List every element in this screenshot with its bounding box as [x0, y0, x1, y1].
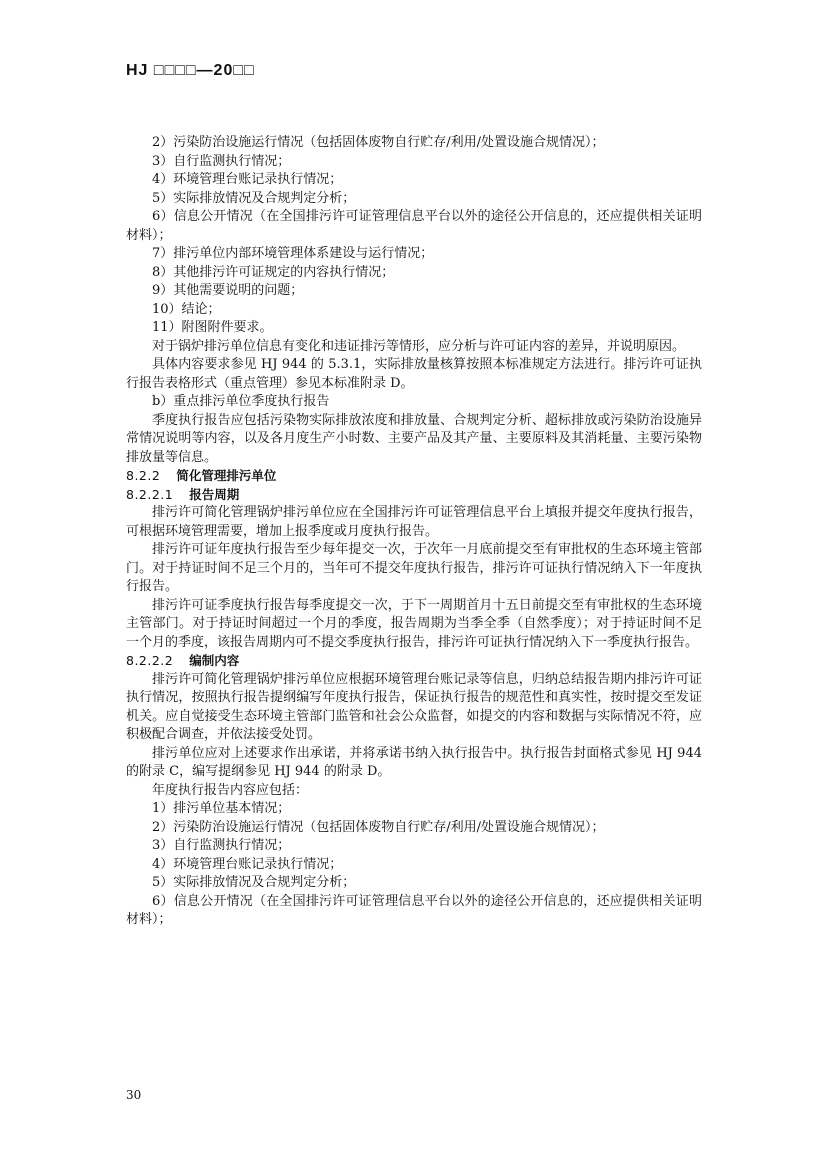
list-item: 3）自行监测执行情况；: [152, 153, 291, 169]
list-item: 1）排污单位基本情况；: [152, 801, 291, 816]
list-item: 5）实际排放情况及合规判定分析；: [152, 190, 356, 206]
paragraph: 季度执行报告应包括污染物实际排放浓度和排放量、合规判定分析、超标排放或污染防治设施异常情况说明等内容，以及各月度生产小时数、主要产品及其产量、主要原料及其消耗量、主要污染物排放量等信息。: [126, 412, 702, 465]
list-item: 9）其他需要说明的问题；: [152, 283, 304, 298]
section-number: 8.2.2.2: [126, 653, 174, 668]
list-item: b）重点排污单位季度执行报告: [152, 394, 330, 409]
paragraph: 排污许可简化管理锅炉排污单位应根据环境管理台账记录等信息，归纳总结报告期内排污许可证执行情况，按照执行报告提纲编写年度执行报告，保证执行报告的规范性和真实性，按时提交至发证机关。应自觉接受生态环境主管部门监管和社会公众监督，如提交的内容和数据与实际情况不符，应积极配合调查，并依法接受处罚。: [126, 671, 702, 742]
document-code-header: HJ □□□□—20□□: [126, 62, 255, 79]
paragraph: 具体内容要求参见 HJ 944 的 5.3.1，实际排放量核算按照本标准规定方法进行。排污许可证执行报告表格形式（重点管理）参见本标准附录 D。: [126, 357, 702, 391]
section-title: 简化管理排污单位: [176, 468, 277, 483]
paragraph: 排污单位应对上述要求作出承诺，并将承诺书纳入执行报告中。执行报告封面格式参见 HJ 944 的附录 C，编写提纲参见 HJ 944 的附录 D。: [126, 745, 702, 779]
section-number: 8.2.2.1: [126, 486, 174, 502]
section-number: 8.2.2: [126, 468, 161, 483]
page-body: [126, 134, 702, 930]
list-item: 6）信息公开情况（在全国排污许可证管理信息平台以外的途径公开信息的，还应提供相关证明材料）；: [126, 209, 702, 243]
paragraph: 对于锅炉排污单位信息有变化和违证排污等情形，应分析与许可证内容的差异，并说明原因。: [152, 338, 686, 354]
section-title: 报告周期: [189, 486, 240, 502]
list-item: 5）实际排放情况及合规判定分析；: [152, 875, 356, 890]
list-item: 4）环境管理台账记录执行情况；: [152, 172, 343, 187]
section-heading: [126, 467, 702, 486]
list-item: 2）污染防治设施运行情况（包括固体废物自行贮存/利用/处置设施合规情况）；: [152, 135, 605, 150]
list-item: 7）排污单位内部环境管理体系建设与运行情况；: [152, 246, 434, 261]
list-item: 3）自行监测执行情况；: [152, 838, 291, 853]
paragraph: 排污许可证季度执行报告每季度提交一次，于下一周期首月十五日前提交至有审批权的生态环境主管部门。对于持证时间超过一个月的季度，报告周期为当季全季（自然季度）；对于持证时间不足一个月的季度，该报告周期内可不提交季度执行报告，排污许可证执行情况纳入下一季度执行报告。: [126, 597, 702, 650]
list-item: 年度执行报告内容应包括：: [152, 782, 309, 798]
list-item: 11）附图附件要求。: [152, 320, 273, 335]
paragraph: 排污许可证年度执行报告至少每年提交一次，于次年一月底前提交至有审批权的生态环境主管部门。对于持证时间不足三个月的，当年可不提交年度执行报告，排污许可证执行情况纳入下一年度执行报告。: [126, 542, 702, 594]
paragraph: 排污许可简化管理锅炉排污单位应在全国排污许可证管理信息平台上填报并提交年度执行报告，可根据环境管理需要，增加上报季度或月度执行报告。: [126, 505, 702, 539]
list-item: 6）信息公开情况（在全国排污许可证管理信息平台以外的途径公开信息的，还应提供相关证明材料）；: [126, 893, 702, 927]
section-heading: [126, 652, 702, 671]
list-item: 4）环境管理台账记录执行情况；: [152, 856, 343, 872]
section-heading: [126, 486, 702, 505]
list-item: 10）结论；: [152, 301, 221, 317]
list-item: 8）其他排污许可证规定的内容执行情况；: [152, 264, 395, 280]
list-item: 2）污染防治设施运行情况（包括固体废物自行贮存/利用/处置设施合规情况）；: [152, 819, 605, 835]
section-title: 编制内容: [189, 653, 240, 668]
page-number: 30: [126, 1088, 142, 1102]
